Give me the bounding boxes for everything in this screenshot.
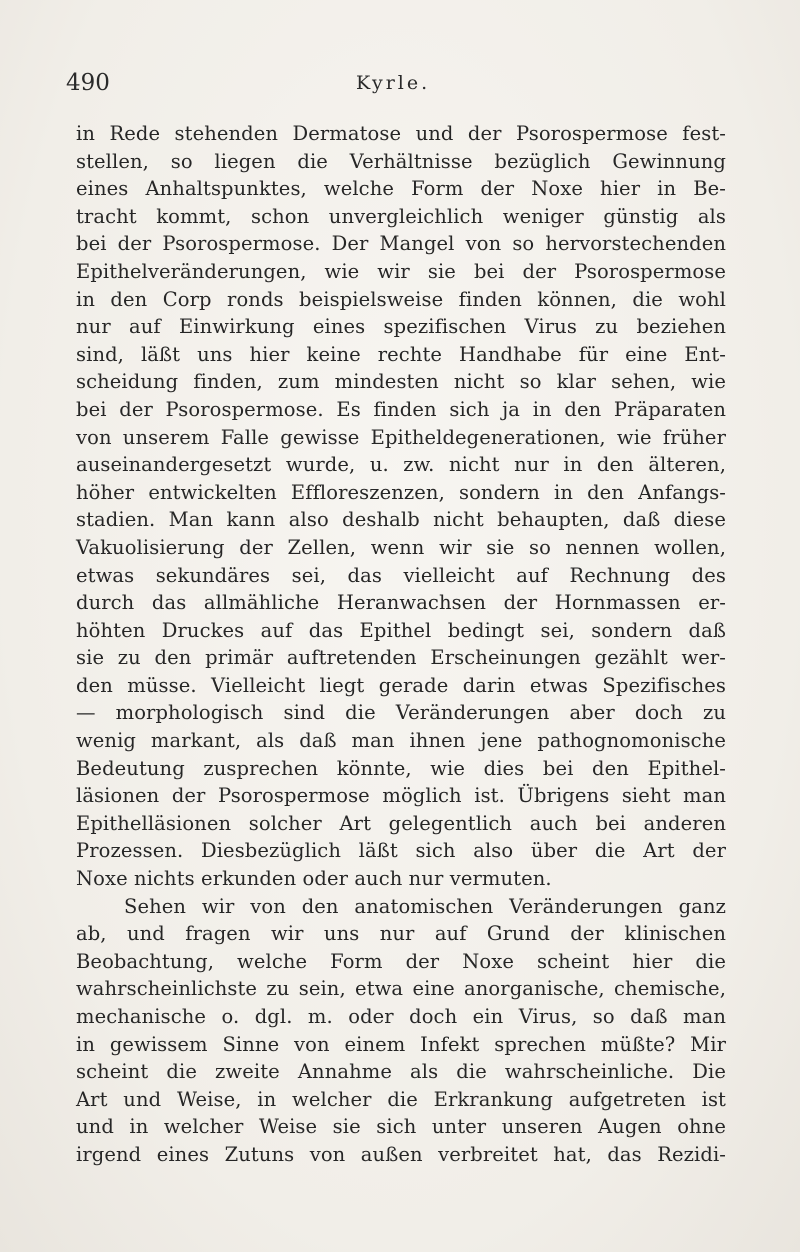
text-line: in gewissem Sinne von einem Infekt sprechen müßte? Mir: [76, 1032, 726, 1056]
text-line: eines Anhaltspunktes, welche Form der Noxe hier in Be-: [76, 177, 726, 201]
text-line: und in welcher Weise sie sich unter unseren Augen ohne: [76, 1115, 726, 1139]
text-line: Prozessen. Diesbezüglich läßt sich also über die Art der: [76, 839, 726, 863]
text-line: nur auf Einwirkung eines spezifischen Virus zu beziehen: [76, 315, 726, 339]
text-line: stadien. Man kann also deshalb nicht behaupten, daß diese: [76, 508, 726, 532]
page-header: [66, 70, 746, 102]
text-line: Beobachtung, welche Form der Noxe scheint hier die: [76, 949, 726, 973]
running-head: Kyrle.: [356, 72, 431, 94]
text-line: höhten Druckes auf das Epithel bedingt sei, sondern daß: [76, 618, 726, 642]
text-line: in den Corp ronds beispielsweise finden können, die wohl: [76, 287, 726, 311]
text-line: von unserem Falle gewisse Epitheldegenerationen, wie früher: [76, 425, 726, 449]
text-line: höher entwickelten Effloreszenzen, sondern in den Anfangs-: [76, 480, 726, 504]
text-line: irgend eines Zutuns von außen verbreitet hat, das Rezidi-: [76, 1142, 726, 1166]
text-line: bei der Psorospermose. Der Mangel von so hervorstechenden: [76, 232, 726, 256]
text-line: Sehen wir von den anatomischen Veränderungen ganz: [124, 894, 726, 918]
text-line: mechanische o. dgl. m. oder doch ein Virus, so daß man: [76, 1005, 726, 1028]
text-line: durch das allmähliche Heranwachsen der Hornmassen er-: [76, 591, 726, 615]
text-line: Art und Weise, in welcher die Erkrankung aufgetreten ist: [76, 1087, 726, 1111]
text-line: scheidung finden, zum mindesten nicht so klar sehen, wie: [76, 370, 726, 394]
text-line: etwas sekundäres sei, das vielleicht auf Rechnung des: [76, 563, 726, 587]
text-line: Bedeutung zusprechen könnte, wie dies bei den Epithel-: [76, 756, 726, 780]
text-line: sie zu den primär auftretenden Erscheinungen gezählt wer-: [76, 646, 726, 670]
text-line: bei der Psorospermose. Es finden sich ja in den Präparaten: [76, 397, 726, 421]
text-line: in Rede stehenden Dermatose und der Psorospermose fest-: [76, 122, 726, 145]
text-line: wahrscheinlichste zu sein, etwa eine anorganische, chemische,: [76, 977, 726, 1001]
text-line: Noxe nichts erkunden oder auch nur vermuten.: [76, 867, 552, 891]
text-line: Epithelläsionen solcher Art gelegentlich auch bei anderen: [76, 811, 726, 835]
body-text: [76, 120, 726, 1169]
text-line: Epithelveränderungen, wie wir sie bei der Psorospermose: [76, 259, 726, 283]
paragraph-2: [76, 893, 726, 1169]
text-line: wenig markant, als daß man ihnen jene pathognomonische: [76, 729, 726, 753]
text-line: sind, läßt uns hier keine rechte Handhabe für eine Ent-: [76, 342, 726, 366]
text-line: Vakuolisierung der Zellen, wenn wir sie so nennen wollen,: [76, 535, 726, 559]
text-line: — morphologisch sind die Veränderungen aber doch zu: [76, 701, 726, 725]
text-line: läsionen der Psorospermose möglich ist. Übrigens sieht man: [76, 784, 726, 808]
text-line: auseinandergesetzt wurde, u. zw. nicht nur in den älteren,: [76, 453, 726, 477]
text-line: den müsse. Vielleicht liegt gerade darin etwas Spezifisches: [76, 673, 726, 697]
text-line: ab, und fragen wir uns nur auf Grund der klinischen: [76, 922, 726, 946]
text-line: stellen, so liegen die Verhältnisse bezüglich Gewinnung: [76, 149, 726, 173]
text-line: scheint die zweite Annahme als die wahrscheinliche. Die: [76, 1060, 726, 1084]
paragraph-1: [76, 120, 726, 893]
text-line: tracht kommt, schon unvergleichlich weniger günstig als: [76, 204, 726, 228]
page-number: 490: [66, 70, 110, 96]
